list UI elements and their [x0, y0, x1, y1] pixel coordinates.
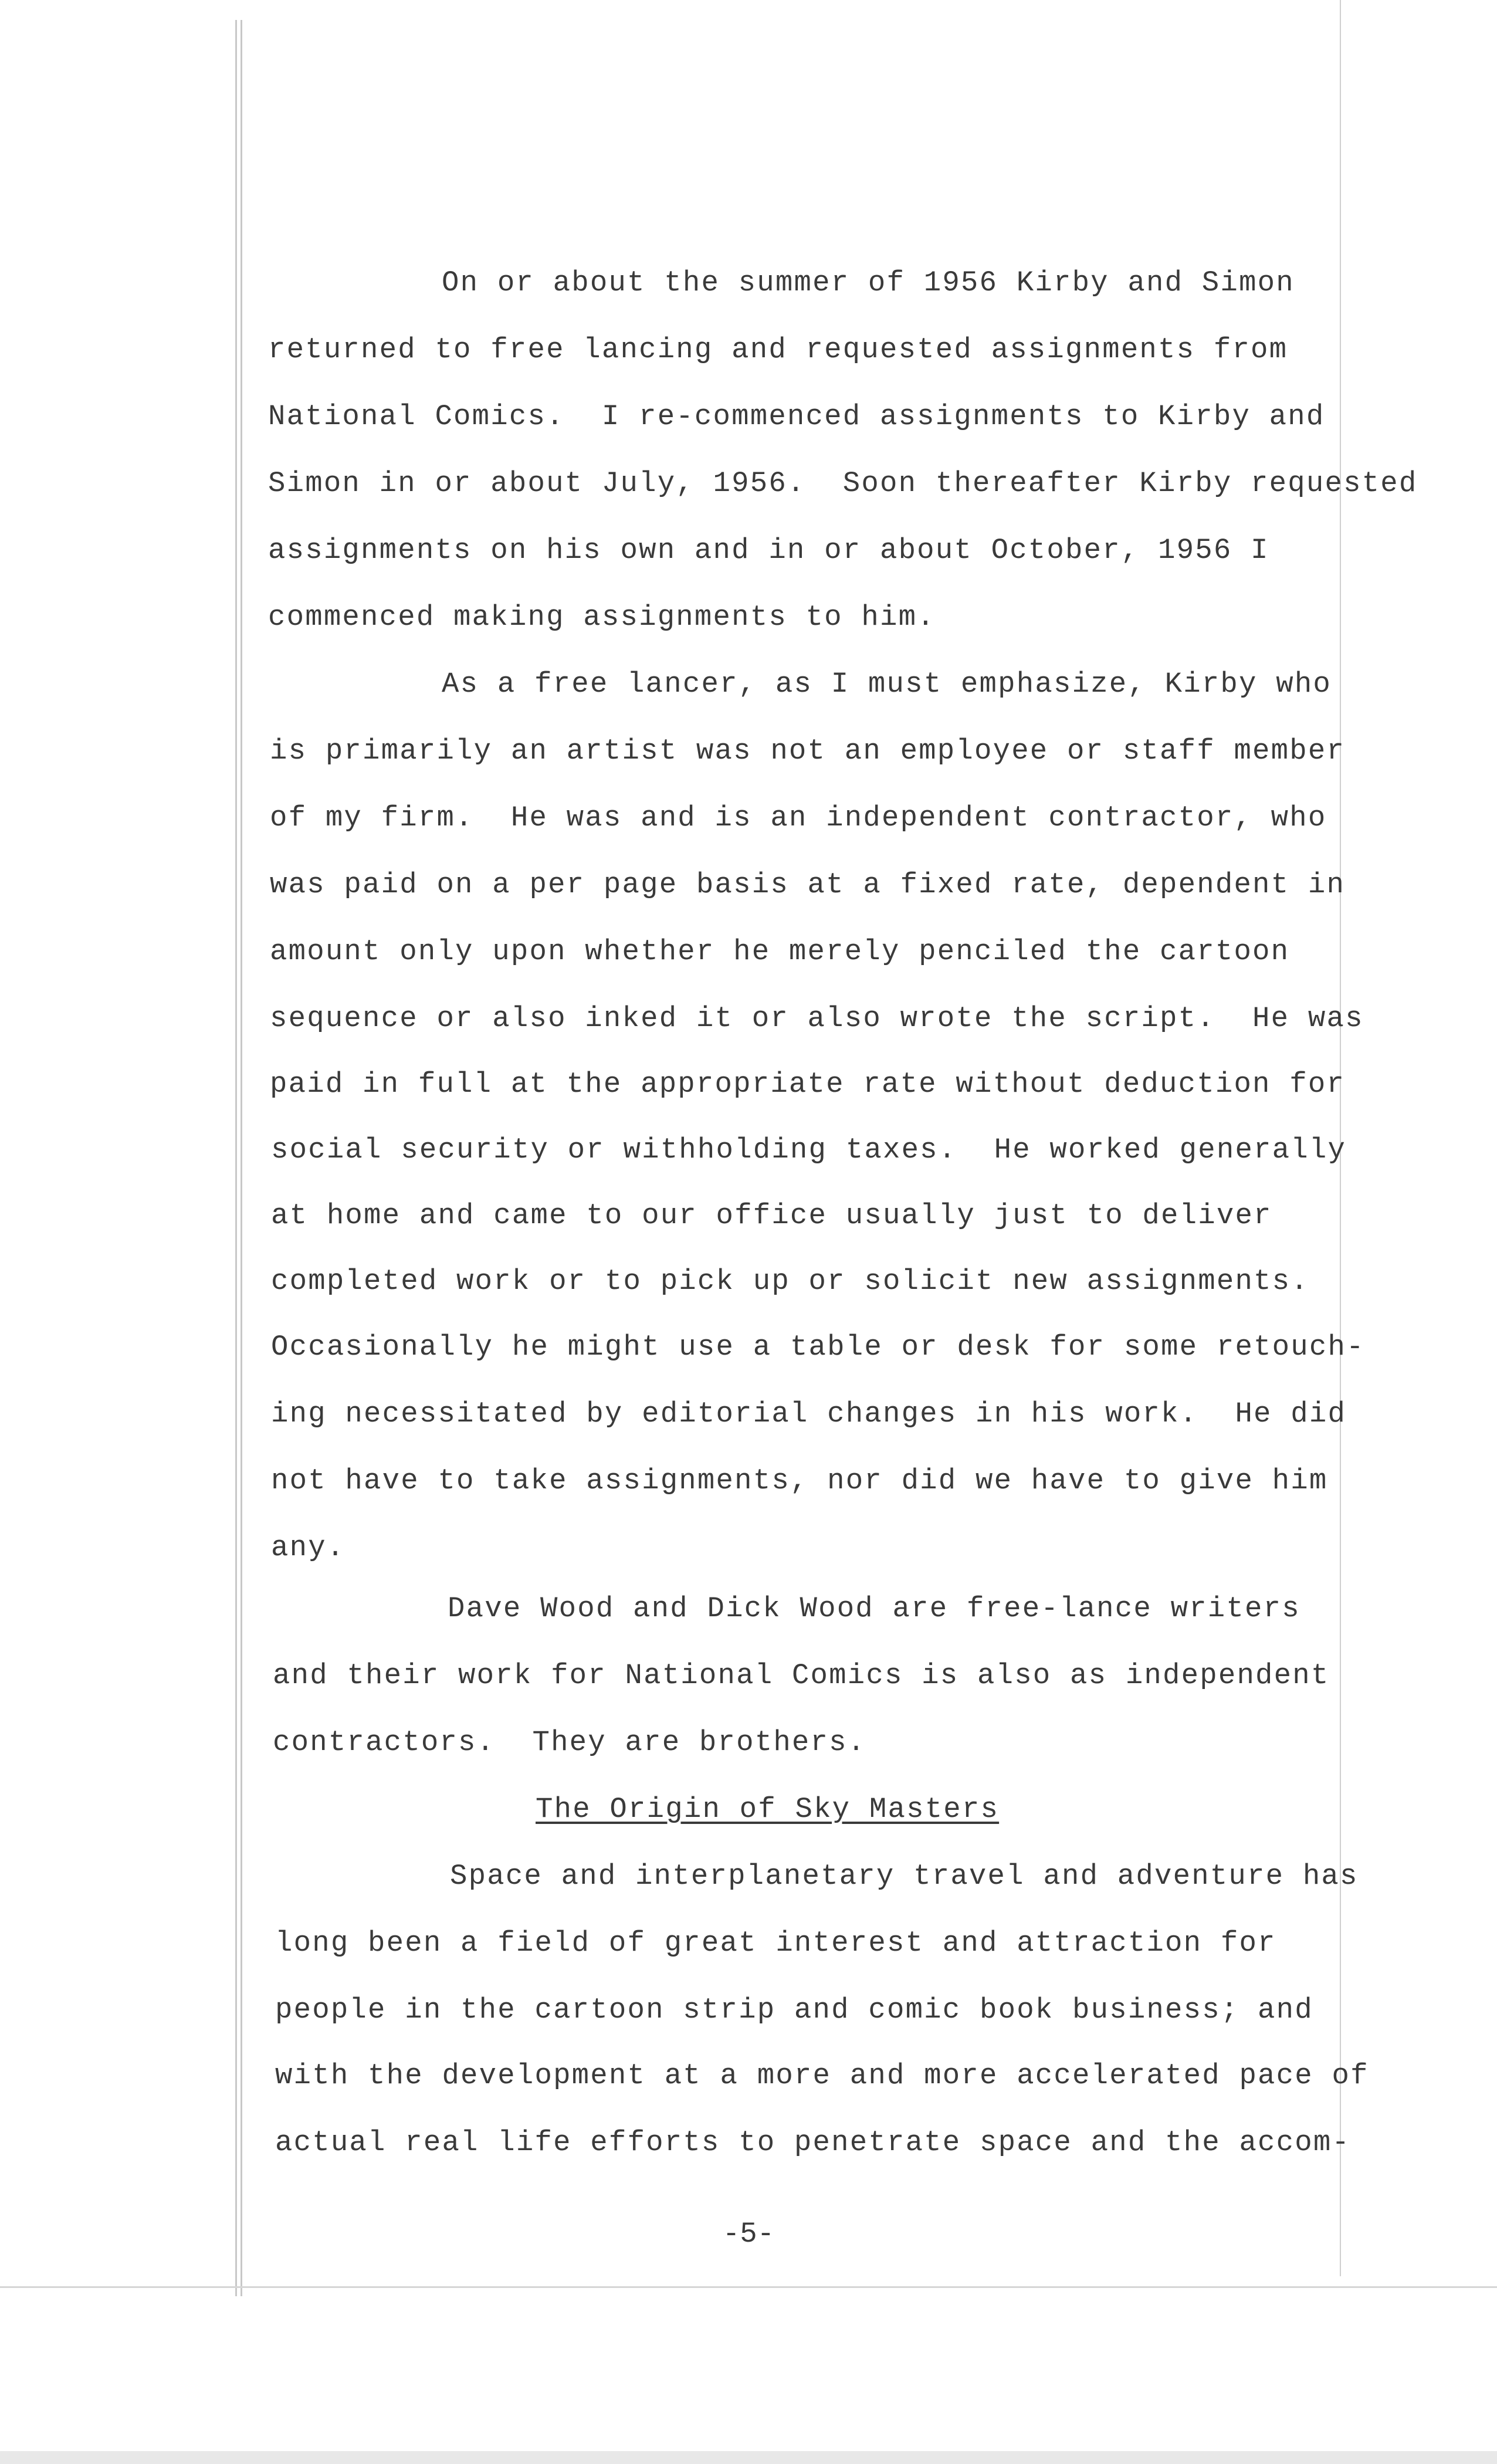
- text-line: completed work or to pick up or solicit new assignments.: [271, 1265, 1309, 1298]
- text-line: amount only upon whether he merely penciled the cartoon: [270, 935, 1290, 968]
- bottom-page-edge: [0, 2286, 1497, 2288]
- text-line: Occasionally he might use a table or desk for some retouch-: [271, 1331, 1365, 1363]
- text-line: with the development at a more and more accelerated pace of: [275, 2059, 1369, 2092]
- text-line: any.: [271, 1531, 346, 1564]
- left-margin-rule-outer: [235, 20, 237, 2296]
- text-line: and their work for National Comics is also as independent: [273, 1659, 1330, 1692]
- text-line: actual real life efforts to penetrate space and the accom-: [275, 2126, 1351, 2159]
- text-line: returned to free lancing and requested assignments from: [268, 333, 1288, 366]
- text-line: of my firm. He was and is an independent contractor, who: [270, 801, 1327, 834]
- text-line: social security or withholding taxes. He worked generally: [271, 1133, 1347, 1166]
- text-line: not have to take assignments, nor did we have to give him: [271, 1464, 1328, 1497]
- text-line: As a free lancer, as I must emphasize, Kirby who: [442, 668, 1332, 700]
- text-line: contractors. They are brothers.: [273, 1726, 866, 1759]
- text-line: is primarily an artist was not an employee or staff member: [270, 735, 1346, 767]
- text-line: was paid on a per page basis at a fixed rate, dependent in: [270, 868, 1346, 901]
- text-line: paid in full at the appropriate rate without deduction for: [270, 1068, 1346, 1101]
- text-line: National Comics. I re-commenced assignments to Kirby and: [268, 400, 1325, 433]
- text-line: Space and interplanetary travel and adventure has: [450, 1860, 1359, 1893]
- text-line: Simon in or about July, 1956. Soon thereafter Kirby requested: [268, 467, 1418, 500]
- text-line: people in the cartoon strip and comic book business; and: [275, 1993, 1313, 2026]
- text-line: ing necessitated by editorial changes in his work. He did: [271, 1397, 1347, 1430]
- text-line: at home and came to our office usually just to deliver: [271, 1199, 1272, 1232]
- text-line: On or about the summer of 1956 Kirby and Simon: [442, 266, 1295, 299]
- left-margin-rule-inner: [241, 20, 242, 2296]
- page-number: -5-: [722, 2218, 775, 2250]
- text-line: assignments on his own and in or about October, 1956 I: [268, 534, 1269, 567]
- text-line: sequence or also inked it or also wrote the script. He was: [270, 1002, 1364, 1035]
- scan-bottom-edge: [0, 2451, 1497, 2464]
- section-heading: The Origin of Sky Masters: [536, 1793, 1000, 1826]
- text-line: long been a field of great interest and attraction for: [275, 1927, 1276, 1959]
- text-line: commenced making assignments to him.: [268, 601, 936, 634]
- text-line: Dave Wood and Dick Wood are free-lance writers: [448, 1592, 1300, 1625]
